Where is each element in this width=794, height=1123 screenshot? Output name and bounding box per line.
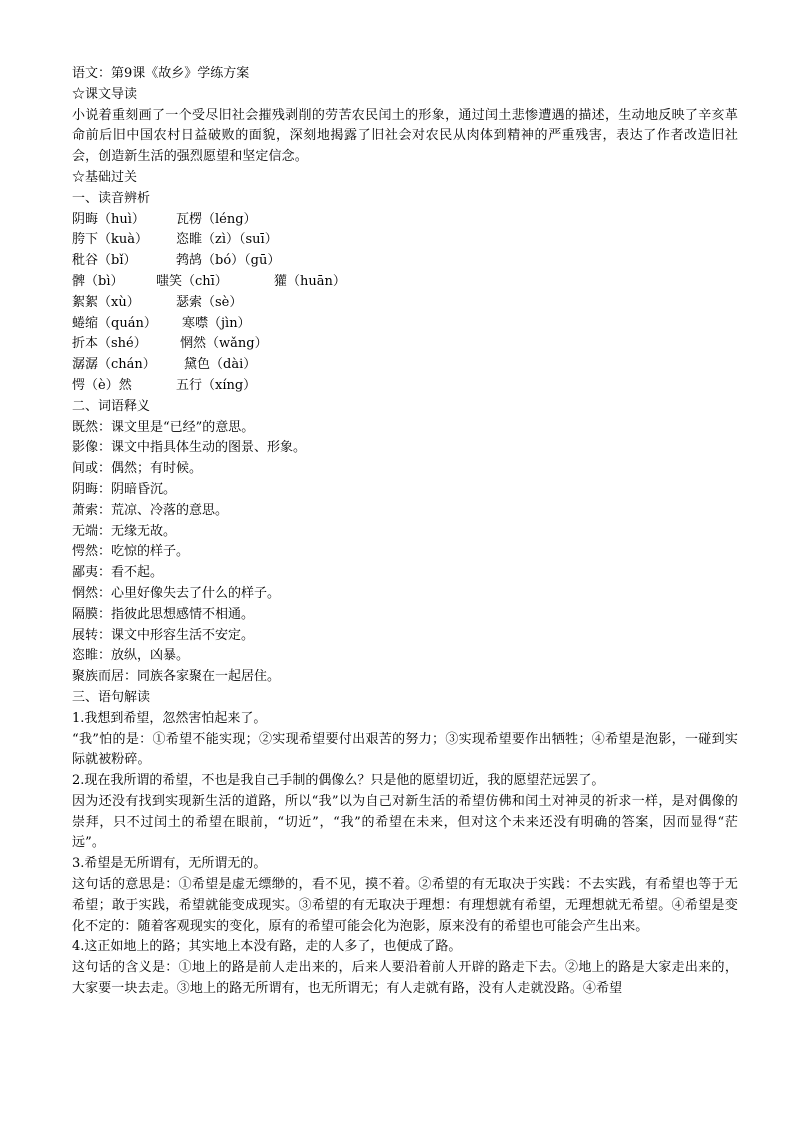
pronunciation-heading: 一、读音辨析: [72, 190, 151, 206]
sentence-explanation: “我”怕的是：①希望不能实现；②实现希望要付出艰苦的努力；③实现希望要作出牺牲；④希望是泡影，一碰到实际就被粉碎。: [72, 731, 738, 768]
pronunciation-entry: 寒噤（jìn）: [182, 315, 251, 331]
section-guide-heading: ☆课文导读: [72, 86, 138, 102]
vocabulary-item: 鄙夷：看不起。: [72, 565, 164, 581]
vocabulary-item: 愕然：吃惊的样子。: [72, 544, 190, 560]
pronunciation-entry: 惘然（wǎng）: [180, 336, 268, 352]
pronunciation-row: [72, 314, 738, 335]
sentence-quote: 4.这正如地上的路；其实地上本没有路，走的人多了，也便成了路。: [72, 939, 462, 955]
sentences-heading: 三、语句解读: [72, 689, 151, 705]
vocabulary-item: 无端：无缘无故。: [72, 523, 177, 539]
pronunciation-entry: 絮絮（xù）: [72, 294, 140, 310]
pronunciation-entry: 黛色（dài）: [184, 357, 257, 373]
vocabulary-item: 影像：课文中指具体生动的图景、形象。: [72, 440, 307, 456]
pronunciation-entry: 蜷缩（quán）: [72, 315, 157, 331]
pronunciation-entry: 髀（bì）: [72, 273, 124, 289]
sentence-list: [72, 709, 738, 1000]
pronunciation-entry: 獾（huān）: [274, 273, 346, 289]
pronunciation-row: [72, 334, 738, 355]
vocabulary-item: 萧索：荒凉、冷落的意思。: [72, 502, 229, 518]
vocabulary-item: 恣睢：放纵，凶暴。: [72, 648, 190, 664]
pronunciation-entry: 瑟索（sè）: [176, 294, 243, 310]
sentence-explanation: 因为还没有找到实现新生活的道路，所以“我”以为自己对新生活的希望仿佛和闰土对神灵的祈求一样，是对偶像的崇拜，只不过闰土的希望在眼前，“切近”，“我”的希望在未来，但对这个未来还没有明确的答案，因而显得“茫远”。: [72, 793, 738, 851]
pronunciation-entry: 秕谷（bǐ）: [72, 253, 137, 269]
sentence-explanation: 这句话的含义是：①地上的路是前人走出来的，后来人要沿着前人开辟的路走下去。②地上的路是大家走出来的，大家要一块去走。③地上的路无所谓有，也无所谓无；有人走就有路，没有人走就没路。④希望: [72, 960, 738, 997]
pronunciation-entry: 折本（shé）: [72, 336, 147, 352]
guide-paragraph: 小说着重刻画了一个受尽旧社会摧残剥削的劳苦农民闰土的形象，通过闰土悲惨遭遇的描述，生动地反映了辛亥革命前后旧中国农村日益破败的面貌，深刻地揭露了旧社会对农民从肉体到精神的严重残害，表达了作者改造旧社会，创造新生活的强烈愿望和坚定信念。: [72, 107, 738, 165]
vocabulary-item: 间或：偶然；有时候。: [72, 461, 203, 477]
pronunciation-row: [72, 376, 738, 397]
pronunciation-row: [72, 293, 738, 314]
pronunciation-entry: 五行（xíng）: [176, 377, 257, 393]
pronunciation-entry: 嗤笑（chī）: [156, 273, 228, 289]
sentence-quote: 1.我想到希望，忽然害怕起来了。: [72, 710, 267, 726]
vocabulary-item: 聚族而居：同族各家聚在一起居住。: [72, 669, 281, 685]
document-title: 语文：第9课《故乡》学练方案: [72, 66, 250, 81]
document-page: [72, 64, 738, 1000]
pronunciation-entry: 愕（è）然: [72, 377, 132, 393]
pronunciation-entry: 恣睢（zì）（suī）: [176, 232, 278, 248]
pronunciation-row: [72, 251, 738, 272]
vocabulary-item: 既然：课文里是“已经”的意思。: [72, 419, 255, 435]
section-basics-heading: ☆基础过关: [72, 169, 138, 185]
sentence-explanation: 这句话的意思是：①希望是虚无缥缈的，看不见，摸不着。②希望的有无取决于实践：不去实践，有希望也等于无希望；敢于实践，希望就能变成现实。③希望的有无取决于理想：有理想就有希望，无理想就无希望。④希望是变化不定的：随着客观现实的变化，原有的希望可能会化为泡影，原来没有的希望也可能会产生出来。: [72, 877, 738, 934]
pronunciation-row: [72, 355, 738, 376]
pronunciation-entry: 潺潺（chán）: [72, 357, 156, 373]
pronunciation-entry: 阴晦（huì）: [72, 211, 145, 227]
pronunciation-row: [72, 230, 738, 251]
pronunciation-entry: 瓦楞（léng）: [176, 211, 257, 227]
pronunciation-list: [72, 210, 738, 397]
sentence-quote: 2.现在我所谓的希望，不也是我自己手制的偶像么？只是他的愿望切近，我的愿望茫远罢了。: [72, 773, 605, 789]
sentence-quote: 3.希望是无所谓有，无所谓无的。: [72, 856, 267, 872]
vocabulary-item: 隔膜：指彼此思想感情不相通。: [72, 606, 255, 622]
pronunciation-row: [72, 210, 738, 231]
pronunciation-row: [72, 272, 738, 293]
vocabulary-item: 惘然：心里好像失去了什么的样子。: [72, 585, 281, 601]
pronunciation-entry: 鹁鸪（bó）（gū）: [176, 253, 281, 269]
vocabulary-list: [72, 418, 738, 688]
pronunciation-entry: 胯下（kuà）: [72, 232, 149, 248]
vocabulary-item: 展转：课文中形容生活不安定。: [72, 627, 255, 643]
vocabulary-heading: 二、词语释义: [72, 398, 151, 414]
vocabulary-item: 阴晦：阴暗昏沉。: [72, 481, 177, 497]
